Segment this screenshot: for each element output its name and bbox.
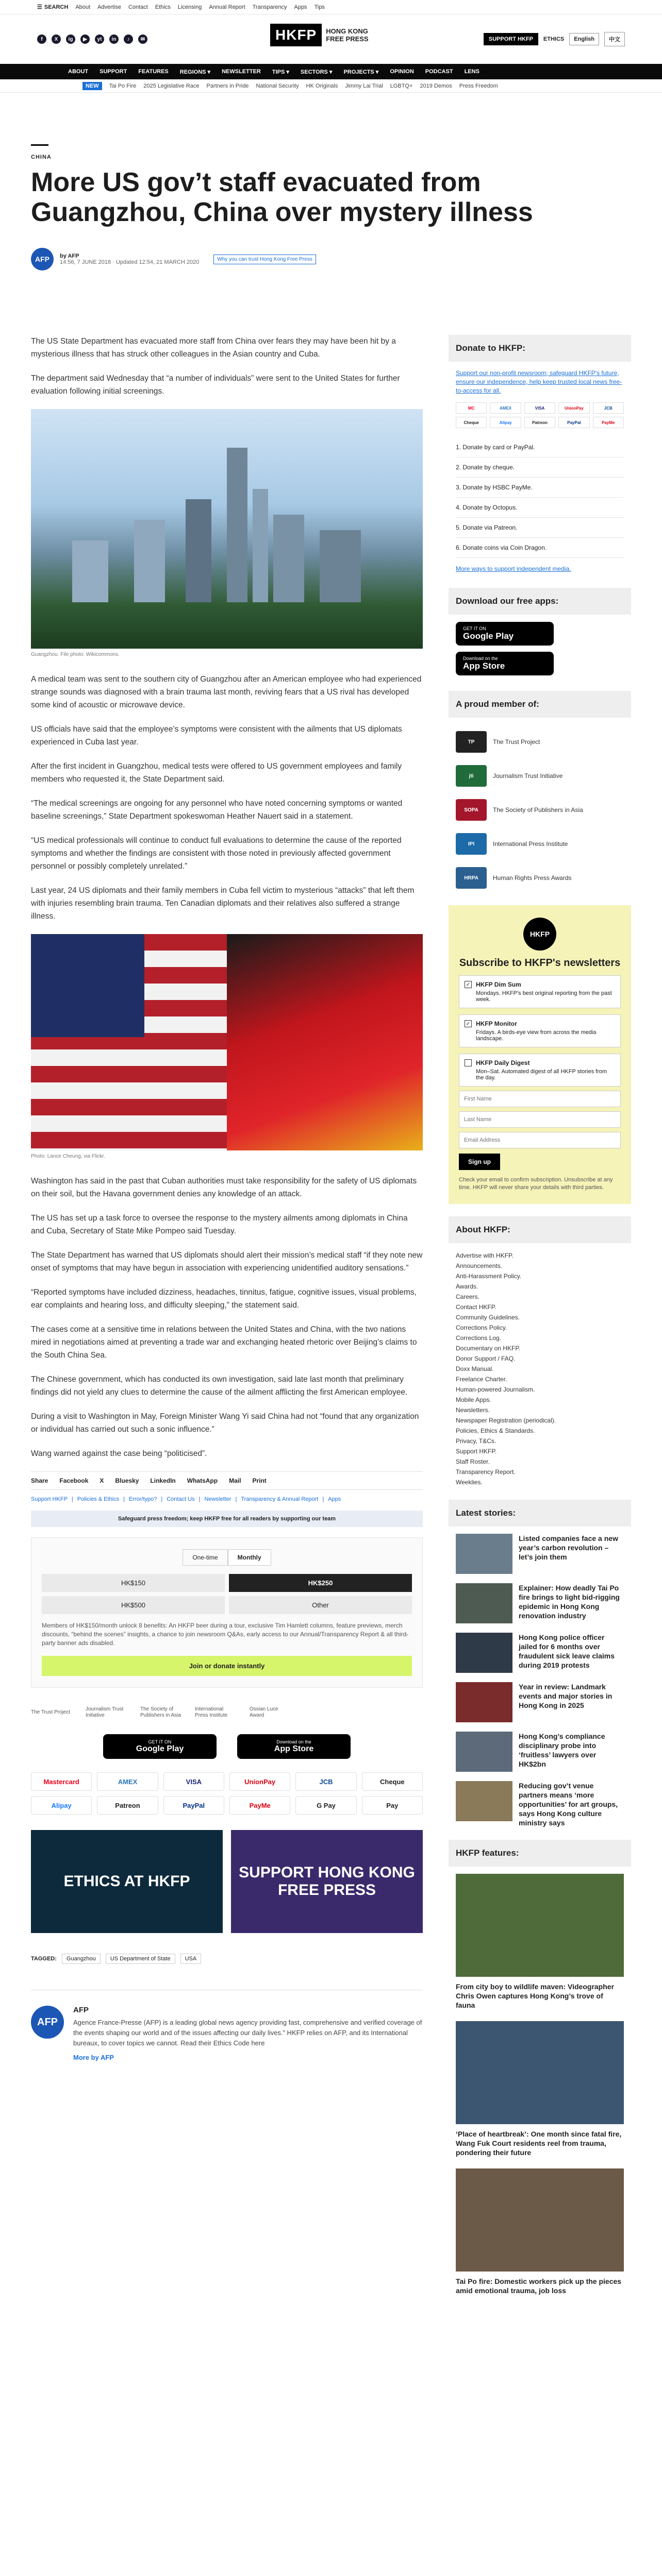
about-link[interactable]: Corrections Log. (456, 1334, 502, 1342)
tiktok-icon[interactable]: ♪ (124, 35, 133, 44)
story-item[interactable]: Year in review: Landmark events and major stories in Hong Kong in 2025 (456, 1682, 624, 1722)
donate-option[interactable]: 2. Donate by cheque. (456, 457, 624, 478)
cheque-icon[interactable]: Cheque (362, 1772, 423, 1791)
membership-benefits-text: Members of HK$150/month unlock 8 benefits: An HKFP beer during a tour, exclusive Tim Hamlett columns, feature previews, merch discounts, “behind the scenes” insights, a chance to join newsroom Q&As, early access to our Annual/Transparency Report & all third-party banner ads disabled. (42, 1622, 409, 1647)
nav-item-newsletter[interactable]: NEWSLETTER (222, 69, 261, 75)
paragraph: “US medical professionals will continue to conduct full evaluations to determine the cause of the reported symptoms and whether the findings are consistent with those noted in previously affected government personnel or possibly completely unrelated.” (31, 836, 402, 871)
masthead (0, 14, 662, 64)
donate-option[interactable]: 6. Donate coins via Coin Dragon. (456, 538, 624, 558)
share-label: Share (31, 1477, 48, 1484)
newsletter-option[interactable]: ✓ HKFP Dim Sum Mondays. HKFP's best original reporting from the past week. (459, 975, 621, 1008)
tag[interactable]: USA (180, 1954, 202, 1964)
share-linkedin-link[interactable]: LinkedIn (150, 1477, 176, 1484)
logo-text: HONG KONG FREE PRESS (326, 27, 369, 43)
top-link-apps[interactable]: Apps (294, 4, 307, 10)
nav-item-podcast[interactable]: PODCAST (425, 69, 453, 75)
amex-icon[interactable]: AMEX (97, 1772, 158, 1791)
share-facebook-link[interactable]: Facebook (59, 1477, 89, 1484)
ethics-banner[interactable]: ETHICS AT HKFP (31, 1830, 223, 1933)
footer-link[interactable]: Newsletter (204, 1496, 231, 1502)
feature-item[interactable]: ‘Place of heartbreak’: One month since fatal fire, Wang Fuk Court residents reel from trauma, pondering their future (456, 2021, 624, 2157)
language-english-button[interactable]: English (569, 33, 599, 45)
story-item[interactable]: Hong Kong’s compliance disciplinary probe into ‘fruitless’ lawyers over HK$2bn (456, 1732, 624, 1772)
about-link[interactable]: Mobile Apps. (456, 1396, 491, 1403)
member-item[interactable]: TP The Trust Project (456, 725, 624, 759)
amount-option[interactable]: HK$500 (42, 1596, 225, 1614)
social-icons (37, 35, 147, 44)
logo-mark: HKFP (270, 24, 322, 46)
features-heading: HKFP features: (449, 1840, 631, 1867)
byline-dates: 14:56, 7 JUNE 2018 · Updated 12:54, 21 MARCH 2020 (60, 259, 200, 265)
story-item[interactable]: Reducing gov’t venue partners means ‘more opportunities’ for art groups, says Hong Kong culture ministry says (456, 1781, 624, 1827)
paragraph: Last year, 24 US diplomats and their family members in Cuba fell victim to mysterious “attacks” that left them with injuries resembling brain trauma. Ten Canadian diplomats and their relatives also suffered a strange illness. (31, 886, 415, 921)
about-link[interactable]: Documentary on HKFP. (456, 1345, 521, 1352)
about-heading: About HKFP: (449, 1216, 631, 1243)
payme-icon[interactable]: PayMe (229, 1796, 290, 1815)
app-store-buttons (31, 1734, 423, 1759)
instagram-icon[interactable]: ig (66, 35, 75, 44)
nav-item-tips[interactable]: TIPS ▾ (272, 69, 289, 75)
trending-item[interactable]: HK Originals (306, 82, 338, 89)
trending-item[interactable]: Jimmy Lai Trial (345, 82, 383, 89)
support-banner[interactable]: SUPPORT HONG KONG FREE PRESS (231, 1830, 423, 1933)
footer-link[interactable]: Policies & Ethics (77, 1496, 120, 1502)
feature-item[interactable]: From city boy to wildlife maven: Videographer Chris Owen captures Hong Kong’s trove of fauna (456, 1874, 624, 2010)
photo-caption: Photo: Lance Cheung, via Flickr. (31, 1154, 105, 1159)
about-link[interactable]: Staff Roster. (456, 1458, 490, 1465)
card-icon: Alipay (490, 417, 521, 428)
paragraph: Wang warned against the case being “politicised”. (31, 1449, 207, 1458)
byline-text (60, 253, 199, 265)
photo-caption: Guangzhou. File photo: Wikicommons. (31, 652, 120, 657)
email-field[interactable] (459, 1132, 621, 1148)
footer-link[interactable]: Support HKFP (31, 1496, 68, 1502)
story-item[interactable]: Explainer: How deadly Tai Po fire brings to light bid-rigging epidemic in Hong Kong renovation industry (456, 1583, 624, 1623)
more-by-author-link[interactable]: More by AFP (73, 2054, 114, 2061)
feature-stories (456, 1874, 624, 2295)
amount-option[interactable]: HK$150 (42, 1574, 225, 1592)
about-link[interactable]: Policies, Ethics & Standards. (456, 1427, 535, 1434)
author-name[interactable]: by AFP (60, 253, 79, 259)
amount-option-selected[interactable]: HK$250 (229, 1574, 412, 1592)
card-icon: PayMe (593, 417, 624, 428)
trending-item[interactable]: LGBTQ+ (390, 82, 413, 89)
feature-image (456, 1874, 624, 1977)
payment-methods (31, 1772, 423, 1815)
checkbox-checked-icon[interactable]: ✓ (465, 1020, 472, 1027)
share-whatsapp-link[interactable]: WhatsApp (187, 1477, 218, 1484)
newsletter-signup (449, 905, 631, 1204)
paragraph: The Chinese government, which has conducted its own investigation, said late last month that preliminary findings did not yield any clues to determine the cause of the ailment afflicting the first American employee. (31, 1375, 408, 1397)
top-link-ethics[interactable]: Ethics (155, 4, 171, 10)
amount-options (42, 1574, 412, 1614)
unionpay-icon[interactable]: UnionPay (229, 1772, 290, 1791)
paragraph: Washington has said in the past that Cuban authorities must take responsibility for the safety of US diplomats on their soil, but the Havana government denies any knowledge of an attack. (31, 1177, 417, 1198)
x-icon[interactable]: X (52, 35, 61, 44)
tag[interactable]: US Department of State (106, 1954, 175, 1964)
promo-banners (31, 1830, 423, 1933)
about-link[interactable]: Anti-Harassment Policy. (456, 1273, 522, 1280)
donate-option[interactable]: 5. Donate via Patreon. (456, 518, 624, 538)
story-thumbnail (456, 1682, 512, 1722)
footer-link[interactable]: Transparency & Annual Report (241, 1496, 319, 1502)
sidebar (449, 335, 631, 2307)
paypal-icon[interactable]: PayPal (163, 1796, 224, 1815)
last-name-field[interactable] (459, 1111, 621, 1128)
sidebar-payment-cards (456, 402, 624, 428)
safeguard-banner[interactable]: Safeguard press freedom; keep HKFP free for all readers by supporting our team (31, 1511, 423, 1527)
flags-photo (31, 934, 423, 1150)
nav-item-opinion[interactable]: OPINION (390, 69, 414, 75)
monthly-tab[interactable]: Monthly (228, 1549, 271, 1566)
feature-image (456, 2168, 624, 2272)
card-icon: JCB (593, 402, 624, 414)
author-box-name[interactable]: AFP (73, 2006, 89, 2014)
top-link-transparency[interactable]: Transparency (252, 4, 287, 10)
member-list (456, 725, 624, 895)
about-link[interactable]: Privacy, T&Cs. (456, 1437, 496, 1445)
article-title: More US gov’t staff evacuated from Guangzhou, China over mystery illness (31, 167, 533, 227)
paragraph: During a visit to Washington in May, Foreign Minister Wang Yi said China had not “found that any organization or individual has carried out such a sonic influence.” (31, 1412, 419, 1434)
card-icon: UnionPay (558, 402, 589, 414)
category-kicker[interactable]: CHINA (31, 144, 48, 160)
about-link[interactable]: Donor Support / FAQ. (456, 1355, 516, 1362)
search-menu-button[interactable]: ☰ SEARCH (37, 4, 69, 10)
donate-option[interactable]: 3. Donate by HSBC PayMe. (456, 478, 624, 498)
publish-date: 14:56, 7 JUNE 2018 (60, 259, 111, 265)
app-store-button[interactable]: Download on the App Store (237, 1734, 351, 1759)
member-item[interactable]: IPI International Press Institute (456, 827, 624, 861)
email-icon[interactable]: ✉ (138, 35, 147, 44)
guangzhou-skyline-photo (31, 409, 423, 649)
badge-jti[interactable]: Journalism Trust Initiative (86, 1706, 124, 1718)
article-header (0, 144, 662, 270)
card-icon: PayPal (558, 417, 589, 428)
about-link[interactable]: Support HKFP. (456, 1448, 497, 1455)
apps-heading: Download our free apps: (449, 588, 631, 615)
card-icon: VISA (524, 402, 555, 414)
about-links (456, 1250, 624, 1487)
about-link[interactable]: Weeklies. (456, 1479, 483, 1486)
story-thumbnail (456, 1583, 512, 1623)
nav-item-features[interactable]: FEATURES (138, 69, 169, 75)
share-mail-link[interactable]: Mail (229, 1477, 241, 1484)
card-icon: Cheque (456, 417, 487, 428)
story-thumbnail (456, 1633, 512, 1673)
mastercard-icon[interactable]: Mastercard (31, 1772, 92, 1791)
alipay-icon[interactable]: Alipay (31, 1796, 92, 1815)
about-link[interactable]: Awards. (456, 1283, 478, 1290)
google-pay-icon[interactable]: G Pay (295, 1796, 356, 1815)
checkbox-checked-icon[interactable]: ✓ (465, 981, 472, 988)
feature-image (456, 2021, 624, 2124)
about-link[interactable]: Human-powered Journalism. (456, 1386, 535, 1393)
join-donate-button[interactable]: Join or donate instantly (42, 1656, 412, 1676)
author-bio: Agence France-Presse (AFP) is a leading global news agency providing fast, comprehensive and verified coverage of the events shaping our world and of the issues affecting our daily lives.” HKFP relies on AFP, and its International bureaux, to cover topics we cannot. Read their Ethics Code here (73, 2019, 422, 2047)
nav-item-about[interactable]: ABOUT (68, 69, 89, 75)
author-box (31, 1990, 423, 2063)
story-item[interactable]: Listed companies face a new year’s carbon revolution – let’s join them (456, 1534, 624, 1574)
about-link[interactable]: Newsletters. (456, 1406, 490, 1414)
jcb-icon[interactable]: JCB (295, 1772, 356, 1791)
tags-label: TAGGED: (31, 1956, 57, 1962)
author-box-avatar[interactable]: AFP (31, 2006, 64, 2039)
badge-sopa[interactable]: The Society of Publishers in Asia (140, 1706, 181, 1718)
about-link[interactable]: Corrections Policy. (456, 1324, 507, 1331)
trending-item[interactable]: 2025 Legislative Race (143, 82, 200, 89)
trending-bar (0, 79, 662, 93)
footer-link[interactable]: Error/typo? (128, 1496, 157, 1502)
masthead-actions (484, 32, 625, 46)
paragraph: After the first incident in Guangzhou, medical tests were offered to US government employees and family members who requested it, the State Department said. (31, 762, 402, 784)
member-item[interactable]: SOPA The Society of Publishers in Asia (456, 793, 624, 827)
share-bluesky-link[interactable]: Bluesky (115, 1477, 139, 1484)
paragraph: The cases come at a sensitive time in relations between the United States and China, with the two nations mired in negotiations aimed at preventing a trade war and exchanging heated rhetoric over Beijing’s claims to the South China Sea. (31, 1325, 417, 1360)
apple-pay-icon[interactable]: Pay (362, 1796, 423, 1815)
main-nav (0, 64, 662, 79)
top-utility-bar (0, 0, 662, 14)
footer-link[interactable]: Contact Us (167, 1496, 195, 1502)
byline (31, 248, 631, 270)
latest-stories (456, 1534, 624, 1827)
sign-up-button[interactable]: Sign up (459, 1154, 500, 1170)
paragraph: The State Department has warned that US diplomats should alert their mission’s medical staff “if they note new onset of symptoms that may have begun in association with experiencing unidentified auditory sensations.” (31, 1251, 423, 1273)
donate-intro (456, 369, 624, 395)
sidebar-app-store-button[interactable]: Download on the App Store (456, 652, 554, 675)
language-chinese-button[interactable]: 中文 (604, 32, 625, 46)
visa-icon[interactable]: VISA (163, 1772, 224, 1791)
about-link[interactable]: Careers. (456, 1293, 480, 1300)
ipi-logo: IPI (456, 833, 487, 855)
share-x-link[interactable]: X (100, 1477, 104, 1484)
badge-trust-project[interactable]: The Trust Project (31, 1709, 71, 1715)
tag[interactable]: Guangzhou (62, 1954, 101, 1964)
paragraph: The US State Department has evacuated more staff from China over fears they may have been hit by a mysterious illness that has struck other colleagues in the Asian country and Cuba. (31, 337, 396, 359)
card-icon: Patreon (524, 417, 555, 428)
newsletter-note: Check your email to confirm subscription. Unsubscribe at any time. HKFP will never share your details with third parties. (459, 1177, 613, 1191)
paragraph: A medical team was sent to the southern city of Guangzhou after an American employee who had experienced strange sounds was diagnosed with a brain trauma last month, reviving fears that a US rival has developed some kind of acoustic or microwave device. (31, 675, 422, 709)
author-avatar[interactable]: AFP (31, 248, 54, 270)
member-item[interactable]: HRPA Human Rights Press Awards (456, 861, 624, 895)
award-logo: HRPA (456, 867, 487, 889)
member-item[interactable]: jti Journalism Trust Initiative (456, 759, 624, 793)
donate-option[interactable]: 1. Donate by card or PayPal. (456, 437, 624, 457)
nav-item-projects[interactable]: PROJECTS ▾ (343, 69, 379, 75)
jti-logo: jti (456, 765, 487, 787)
updated-date: Updated 12:54, 21 MARCH 2020 (115, 259, 200, 265)
paragraph: The US has set up a task force to oversee the response to the mystery ailments among diplomats in China and Cuba, Secretary of State Mike Pompeo said Tuesday. (31, 1214, 408, 1235)
membership-badges (31, 1706, 423, 1719)
footer-link[interactable]: Apps (328, 1496, 341, 1502)
donate-heading: Donate to HKFP: (449, 335, 631, 362)
amount-option-other[interactable]: Other (229, 1596, 412, 1614)
tag-list (31, 1954, 423, 1964)
sidebar-google-play-button[interactable]: GET IT ON Google Play (456, 622, 554, 646)
story-thumbnail (456, 1534, 512, 1574)
hamburger-icon: ☰ (37, 4, 42, 10)
play-icon[interactable]: ▶ (80, 35, 90, 44)
frequency-toggle (42, 1549, 412, 1566)
donation-widget (31, 1537, 423, 1688)
about-link[interactable]: Announcements. (456, 1262, 503, 1269)
top-link-contact[interactable]: Contact (128, 4, 148, 10)
trending-item[interactable]: National Security (256, 82, 299, 89)
card-icon: MC (456, 402, 487, 414)
story-thumbnail (456, 1732, 512, 1772)
card-icon: AMEX (490, 402, 521, 414)
about-link[interactable]: Contact HKFP. (456, 1303, 496, 1311)
linkedin-icon[interactable]: in (109, 35, 119, 44)
top-link-annual-report[interactable]: Annual Report (209, 4, 245, 10)
newsletter-option[interactable]: HKFP Daily Digest Mon–Sat. Automated digest of all HKFP stories from the day. (459, 1054, 621, 1087)
trending-item[interactable]: 2019 Demos (420, 82, 452, 89)
article-body (31, 335, 423, 2063)
footer-links: Support HKFP | Policies & Ethics | Error/typo? | Contact Us | Newsletter | Transparency & Annual Report | Apps (31, 1496, 341, 1502)
facebook-icon[interactable]: f (37, 35, 46, 44)
nav-item-support[interactable]: SUPPORT (100, 69, 127, 75)
trending-item[interactable]: Partners in Pride (206, 82, 249, 89)
paragraph: “The medical screenings are ongoing for any personnel who have noted concerning symptoms or wanted baseline screenings,” State Department spokeswoman Heather Nauert said in a statement. (31, 799, 403, 821)
newsletter-title: Subscribe to HKFP's newsletters (459, 957, 621, 969)
paragraph: “Reported symptoms have included dizziness, headaches, tinnitus, fatigue, cognitive issues, visual problems, ear complaints and hearing loss, and difficulty sleeping,” the statement said. (31, 1288, 417, 1310)
support-hkfp-button[interactable]: SUPPORT HKFP (484, 33, 538, 45)
badge-ipi[interactable]: International Press Institute (195, 1706, 228, 1718)
newsletter-logo: HKFP (523, 918, 556, 951)
badge-award[interactable]: Ossian Luce Award (250, 1706, 278, 1718)
top-link-about[interactable]: About (75, 4, 91, 10)
trending-item[interactable]: Tai Po Fire (109, 82, 137, 89)
feature-item[interactable]: Tai Po fire: Domestic workers pick up the pieces amid emotional trauma, job loss (456, 2168, 624, 2295)
newsletter-option[interactable]: ✓ HKFP Monitor Fridays. A birds-eye view from across the media landscape. (459, 1014, 621, 1047)
about-link[interactable]: Transparency Report. (456, 1468, 516, 1476)
about-link[interactable]: Doxx Manual. (456, 1365, 494, 1372)
trending-label: NEW (82, 82, 102, 90)
donate-option[interactable]: 4. Donate by Octopus. (456, 498, 624, 518)
paragraph: The department said Wednesday that “a number of individuals” were sent to the United States for further evaluation following initial screenings. (31, 374, 400, 396)
trending-item[interactable]: Press Freedom (459, 82, 498, 89)
author-box-text (73, 2006, 423, 2063)
member-heading: A proud member of: (449, 691, 631, 718)
donate-options (456, 437, 624, 558)
ethics-link[interactable]: ETHICS (543, 36, 565, 42)
about-link[interactable]: Newspaper Registration (periodical). (456, 1417, 556, 1424)
nav-item-lens[interactable]: LENS (464, 69, 479, 75)
nav-item-regions[interactable]: REGIONS ▾ (179, 69, 211, 75)
site-logo[interactable] (270, 24, 369, 46)
top-link-advertise[interactable]: Advertise (97, 4, 121, 10)
youtube-icon[interactable]: yt (95, 35, 104, 44)
share-print-link[interactable]: Print (252, 1477, 267, 1484)
one-time-tab[interactable]: One-time (183, 1549, 227, 1566)
latest-heading: Latest stories: (449, 1500, 631, 1527)
story-thumbnail (456, 1781, 512, 1821)
checkbox-icon[interactable] (465, 1059, 472, 1066)
top-link-licensing[interactable]: Licensing (177, 4, 202, 10)
google-play-button[interactable]: GET IT ON Google Play (103, 1734, 217, 1759)
paragraph: US officials have said that the employee’s symptoms were consistent with the ailments that US diplomats experienced in Cuba last year. (31, 725, 402, 747)
share-bar (31, 1471, 423, 1490)
trust-project-logo: TP (456, 731, 487, 753)
patreon-icon[interactable]: Patreon (97, 1796, 158, 1815)
first-name-field[interactable] (459, 1091, 621, 1107)
top-link-tips[interactable]: Tips (314, 4, 325, 10)
about-link[interactable]: Community Guidelines. (456, 1314, 520, 1321)
story-item[interactable]: Hong Kong police officer jailed for 6 months over fraudulent sick leave claims during 2019 protests (456, 1633, 624, 1673)
support-newsroom-link[interactable]: Support our non-profit newsroom; safeguard HKFP's future, ensure our independence, help keep trusted local news free-to-access for all. (456, 369, 622, 394)
about-link[interactable]: Advertise with HKFP. (456, 1252, 514, 1259)
more-ways-link[interactable]: More ways to support independent media. (456, 565, 571, 572)
about-link[interactable]: Freelance Charter. (456, 1376, 507, 1383)
nav-item-sectors[interactable]: SECTORS ▾ (300, 69, 333, 75)
sopa-logo: SOPA (456, 799, 487, 821)
trust-badge-link[interactable]: Why you can trust Hong Kong Free Press (213, 255, 316, 264)
